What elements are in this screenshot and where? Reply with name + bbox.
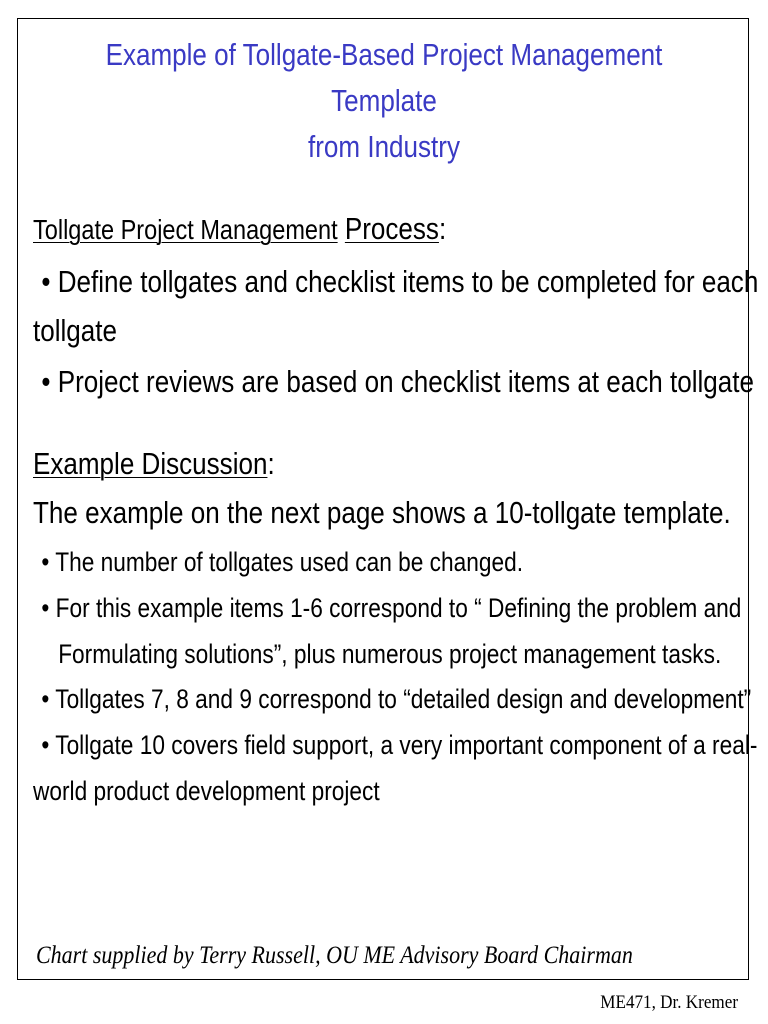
section-heading-process	[33, 209, 525, 250]
discussion-bullet-2	[33, 586, 768, 631]
section-heading-discussion	[33, 444, 321, 484]
page-footer-course: ME471, Dr. Kremer	[600, 992, 738, 1013]
process-bullet-1-line-2: tollgate	[33, 313, 117, 348]
discussion-bullet-4-line-1: • Tollgate 10 covers field support, a very important component of a real-	[41, 730, 758, 760]
section-heading-process-colon: :	[438, 211, 447, 246]
discussion-bullet-4	[33, 723, 768, 768]
discussion-bullet-3: • Tollgates 7, 8 and 9 correspond to “detailed design and development”	[41, 684, 752, 714]
discussion-bullet-1: • The number of tollgates used can be changed.	[41, 547, 524, 577]
slide-title-line-1: Example of Tollgate-Based Project Management Template	[105, 37, 663, 118]
discussion-bullet-4-continued	[33, 769, 446, 814]
process-bullet-1-continued	[33, 307, 133, 355]
section-heading-process-part2: Process	[344, 211, 439, 246]
slide-title	[61, 32, 706, 170]
process-bullet-1	[33, 258, 768, 306]
discussion-bullet-2-line-2: Formulating solutions”, plus numerous project management tasks.	[58, 639, 722, 669]
discussion-bullet-2-continued	[33, 632, 768, 677]
discussion-intro: The example on the next page shows a 10-tollgate template.	[33, 495, 731, 530]
chart-credit: Chart supplied by Terry Russell, OU ME Advisory Board Chairman	[36, 942, 633, 969]
process-bullet-2: • Project reviews are based on checklist items at each tollgate	[41, 364, 754, 399]
discussion-bullet-2-line-1: • For this example items 1-6 correspond to “ Defining the problem and	[41, 593, 742, 623]
process-bullet-1-line-1: • Define tollgates and checklist items to be completed for each	[41, 264, 759, 299]
slide-title-line-2: from Industry	[308, 129, 460, 164]
section-heading-discussion-colon: :	[267, 446, 275, 481]
discussion-bullet-4-line-2: world product development project	[33, 776, 380, 806]
section-heading-process-part1: Tollgate Project Management	[33, 214, 338, 245]
section-heading-discussion-text: Example Discussion	[33, 446, 268, 481]
